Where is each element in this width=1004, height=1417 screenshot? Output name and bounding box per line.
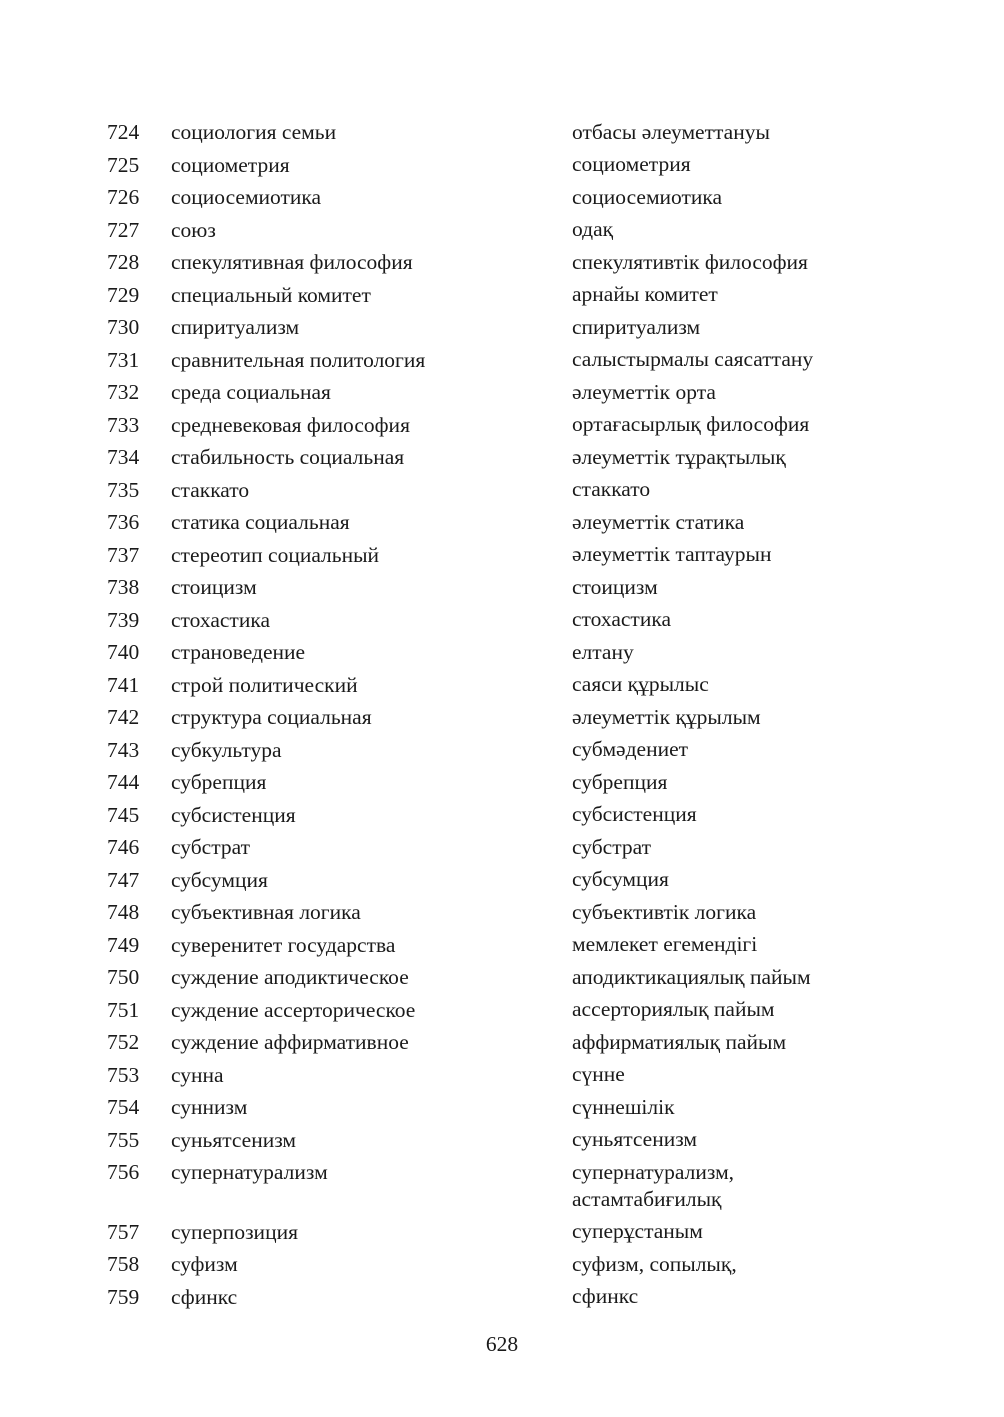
russian-term: суждение аподиктическое [171, 965, 409, 989]
kazakh-term: ассерториялық пайым [572, 997, 775, 1022]
entry-number: 747 [107, 867, 140, 892]
glossary-row [107, 1026, 867, 1059]
russian-term: суннизм [171, 1095, 248, 1119]
glossary-row [107, 506, 867, 539]
glossary-row [107, 831, 867, 864]
russian-term: страноведение [171, 640, 306, 664]
kazakh-term: стохастика [572, 607, 671, 632]
russian-term: строй политический [171, 672, 358, 697]
glossary-row [107, 441, 867, 474]
kazakh-term: стоицизм [572, 574, 658, 599]
entry-number: 736 [107, 510, 140, 534]
russian-term: средневековая философия [171, 412, 410, 437]
kazakh-term: субсистенция [572, 802, 697, 827]
glossary-row [107, 929, 867, 962]
kazakh-term: субсумция [572, 867, 669, 892]
kazakh-term: әлеуметтік құрылым [572, 704, 761, 729]
entry-number: 733 [107, 412, 140, 437]
kazakh-term: әлеуметтік статика [572, 509, 745, 534]
russian-term: сфинкс [171, 1284, 238, 1309]
russian-term: субсумция [171, 867, 268, 892]
entry-number: 730 [107, 315, 140, 339]
kazakh-term: мемлекет егемендігі [572, 932, 758, 957]
glossary-row [107, 896, 867, 929]
kazakh-term: супернатурализм, астамтабиғилық [572, 1159, 735, 1211]
entry-number: 740 [107, 640, 140, 664]
russian-term: суньятсенизм [171, 1127, 297, 1152]
kazakh-term: сфинкс [572, 1284, 639, 1309]
glossary-row [107, 116, 867, 149]
kazakh-term: суфизм, сопылық, [572, 1251, 737, 1276]
russian-term: сравнительная политология [171, 347, 426, 372]
glossary-row [107, 961, 867, 994]
entry-number: 728 [107, 250, 140, 274]
kazakh-term: аффирматиялық пайым [572, 1029, 787, 1054]
russian-term: среда социальная [171, 380, 331, 404]
russian-term: суждение ассерторическое [171, 997, 416, 1022]
glossary-row [107, 734, 867, 767]
entry-number: 759 [107, 1284, 140, 1309]
glossary-row [107, 474, 867, 507]
entry-number: 726 [107, 185, 140, 209]
kazakh-term: субстрат [572, 834, 651, 859]
entry-number: 751 [107, 997, 140, 1022]
entry-number: 755 [107, 1127, 140, 1152]
russian-term: субкультура [171, 737, 282, 762]
entry-number: 743 [107, 737, 140, 762]
glossary-row [107, 1156, 867, 1216]
kazakh-term: аподиктикациялық пайым [572, 964, 811, 989]
russian-term: союз [171, 217, 216, 242]
russian-term: стаккато [171, 477, 250, 502]
russian-term: социометрия [171, 152, 290, 177]
kazakh-term: спиритуализм [572, 314, 701, 339]
kazakh-term: социометрия [572, 152, 691, 177]
glossary-row [107, 1281, 867, 1314]
kazakh-term: социосемиотика [572, 184, 723, 209]
kazakh-term: әлеуметтік орта [572, 379, 716, 404]
russian-term: суждение аффирмативное [171, 1030, 409, 1054]
glossary-row [107, 1248, 867, 1281]
russian-term: субъективная логика [171, 900, 361, 924]
russian-term: субсистенция [171, 802, 296, 827]
entry-number: 737 [107, 542, 140, 567]
kazakh-term: субмәдениет [572, 737, 689, 762]
glossary-row [107, 799, 867, 832]
kazakh-term: саяси құрылыс [572, 672, 709, 697]
kazakh-term: отбасы әлеуметтануы [572, 119, 770, 144]
entry-number: 757 [107, 1219, 140, 1244]
kazakh-term: әлеуметтік таптаурын [572, 542, 772, 567]
glossary-row [107, 1216, 867, 1249]
russian-term: спиритуализм [171, 315, 300, 339]
glossary-row [107, 279, 867, 312]
glossary-table [107, 116, 867, 1313]
kazakh-term: субрепция [572, 769, 668, 794]
entry-number: 727 [107, 217, 140, 242]
kazakh-term: сүнне [572, 1062, 625, 1087]
glossary-row [107, 344, 867, 377]
entry-number: 742 [107, 705, 140, 729]
kazakh-term: елтану [572, 639, 634, 664]
russian-term: стоицизм [171, 575, 257, 599]
entry-number: 756 [107, 1160, 140, 1184]
russian-term: специальный комитет [171, 282, 371, 307]
glossary-row [107, 1091, 867, 1124]
russian-term: супернатурализм [171, 1160, 328, 1184]
russian-term: социология семьи [171, 120, 337, 144]
russian-term: суперпозиция [171, 1219, 298, 1244]
kazakh-term: ортағасырлық философия [572, 412, 810, 437]
kazakh-term: стаккато [572, 477, 651, 502]
glossary-row [107, 149, 867, 182]
entry-number: 725 [107, 152, 140, 177]
russian-term: стохастика [171, 607, 270, 632]
entry-number: 753 [107, 1062, 140, 1087]
entry-number: 724 [107, 120, 140, 144]
glossary-row [107, 669, 867, 702]
kazakh-term: әлеуметтік тұрақтылық [572, 444, 786, 469]
entry-number: 749 [107, 932, 140, 957]
glossary-row [107, 604, 867, 637]
kazakh-term: суперұстаным [572, 1219, 703, 1244]
entry-number: 750 [107, 965, 140, 989]
glossary-row [107, 571, 867, 604]
russian-term: структура социальная [171, 705, 372, 729]
glossary-row [107, 1059, 867, 1092]
entry-number: 754 [107, 1095, 140, 1119]
glossary-row [107, 766, 867, 799]
entry-number: 735 [107, 477, 140, 502]
glossary-row [107, 994, 867, 1027]
kazakh-term: салыстырмалы саясаттану [572, 347, 814, 372]
entry-number: 731 [107, 347, 140, 372]
entry-number: 758 [107, 1252, 140, 1276]
russian-term: спекулятивная философия [171, 250, 413, 274]
glossary-row [107, 701, 867, 734]
glossary-row [107, 1124, 867, 1157]
glossary-row [107, 181, 867, 214]
glossary-row [107, 376, 867, 409]
kazakh-term: одақ [572, 217, 614, 242]
glossary-row [107, 214, 867, 247]
entry-number: 748 [107, 900, 140, 924]
glossary-row [107, 539, 867, 572]
kazakh-term: субъективтік логика [572, 899, 757, 924]
kazakh-term: сүннешілік [572, 1094, 675, 1119]
entry-number: 738 [107, 575, 140, 599]
glossary-row [107, 311, 867, 344]
entry-number: 729 [107, 282, 140, 307]
entry-number: 741 [107, 672, 140, 697]
russian-term: стабильность социальная [171, 445, 405, 469]
entry-number: 752 [107, 1030, 140, 1054]
glossary-row [107, 409, 867, 442]
russian-term: сунна [171, 1062, 224, 1087]
glossary-row [107, 864, 867, 897]
kazakh-term: арнайы комитет [572, 282, 718, 307]
russian-term: субрепция [171, 770, 267, 794]
entry-number: 739 [107, 607, 140, 632]
glossary-row [107, 246, 867, 279]
russian-term: субстрат [171, 835, 250, 859]
entry-number: 746 [107, 835, 140, 859]
entry-number: 734 [107, 445, 140, 469]
kazakh-term: суньятсенизм [572, 1127, 698, 1152]
russian-term: стереотип социальный [171, 542, 380, 567]
russian-term: суверенитет государства [171, 932, 396, 957]
russian-term: статика социальная [171, 510, 350, 534]
kazakh-term: спекулятивтік философия [572, 249, 808, 274]
entry-number: 745 [107, 802, 140, 827]
entry-number: 744 [107, 770, 140, 794]
glossary-row [107, 636, 867, 669]
entry-number: 732 [107, 380, 140, 404]
page-number: 628 [485, 1332, 519, 1356]
russian-term: социосемиотика [171, 185, 322, 209]
russian-term: суфизм [171, 1252, 238, 1276]
